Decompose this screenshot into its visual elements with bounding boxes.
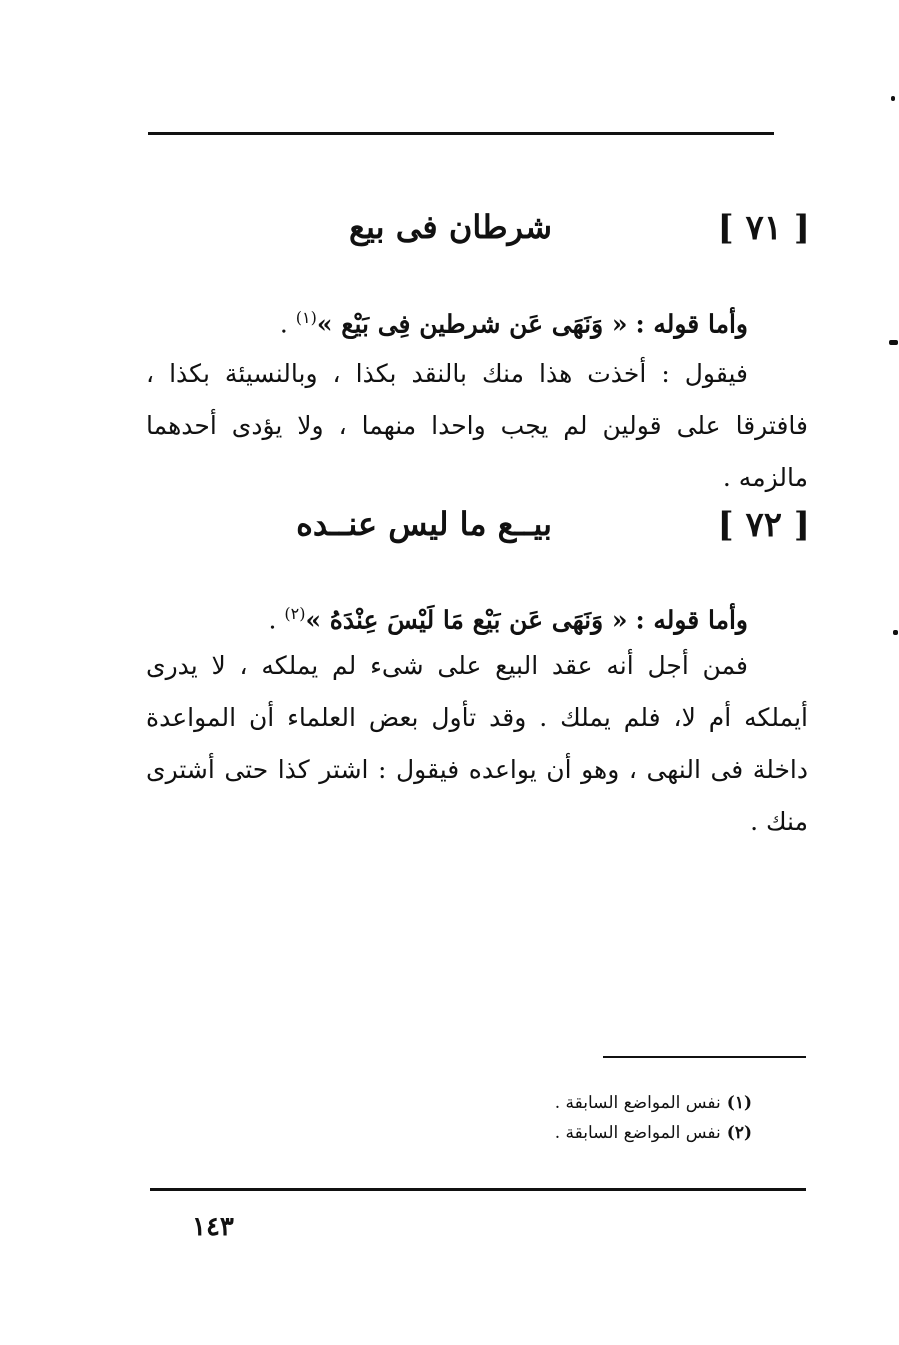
scan-speck — [893, 630, 898, 635]
section-71-body — [146, 348, 808, 504]
quote-end: . — [268, 605, 285, 635]
intro-text: وأما قوله : — [635, 605, 748, 635]
scan-speck — [891, 96, 895, 101]
footnote-item — [400, 1088, 752, 1118]
section-heading-72 — [150, 505, 810, 555]
section-71-quote-line — [146, 292, 808, 350]
page-number: ١٤٣ — [192, 1212, 234, 1242]
footnote-text: نفس المواضع السابقة . — [554, 1123, 721, 1143]
section-number: [ ٧٢ ] — [717, 505, 810, 545]
scan-speck — [889, 340, 898, 345]
intro-text: وأما قوله : — [635, 309, 748, 339]
section-title: بيــع ما ليس عنــده — [296, 505, 552, 543]
section-heading-71 — [150, 208, 810, 258]
body-text: فمن أجل أنه عقد البيع على شىء لم يملكه ، لا يدرى أيملكه أم لا، فلم يملك . وقد تأول بعض العلماء أن المواعدة داخلة فى النهى ، وهو أن يواعده فيقول : اشتر كذا حتى أشترى منك . — [146, 651, 808, 836]
hadith-quote: « وَنَهَى عَن شرطين فِى بَيْع » — [316, 309, 628, 339]
footnote-mark: (١) — [726, 1093, 752, 1113]
section-72-quote-line — [146, 588, 808, 646]
body-text: فيقول : أخذت هذا منك بالنقد بكذا ، وبالنسيئة بكذا ، فافترقا على قولين لم يجب واحدا منهما ، ولا يؤدى أحدهما مالزمه . — [146, 359, 808, 492]
footnote-rule — [603, 1056, 806, 1058]
top-rule — [148, 132, 774, 135]
footnote-text: نفس المواضع السابقة . — [554, 1093, 721, 1113]
hadith-quote: « وَنَهَى عَن بَيْع مَا لَيْسَ عِنْدَهُ » — [305, 605, 628, 635]
footnote-item — [400, 1118, 752, 1148]
footnotes — [400, 1088, 752, 1148]
footnote-ref: (١) — [295, 308, 317, 327]
section-72-body — [146, 640, 808, 848]
section-title: شرطان فى بيع — [348, 208, 552, 246]
quote-end: . — [279, 309, 296, 339]
section-number: [ ٧١ ] — [717, 208, 810, 248]
footnote-mark: (٢) — [726, 1123, 752, 1143]
footnote-ref: (٢) — [284, 604, 306, 623]
bottom-rule — [150, 1188, 806, 1191]
